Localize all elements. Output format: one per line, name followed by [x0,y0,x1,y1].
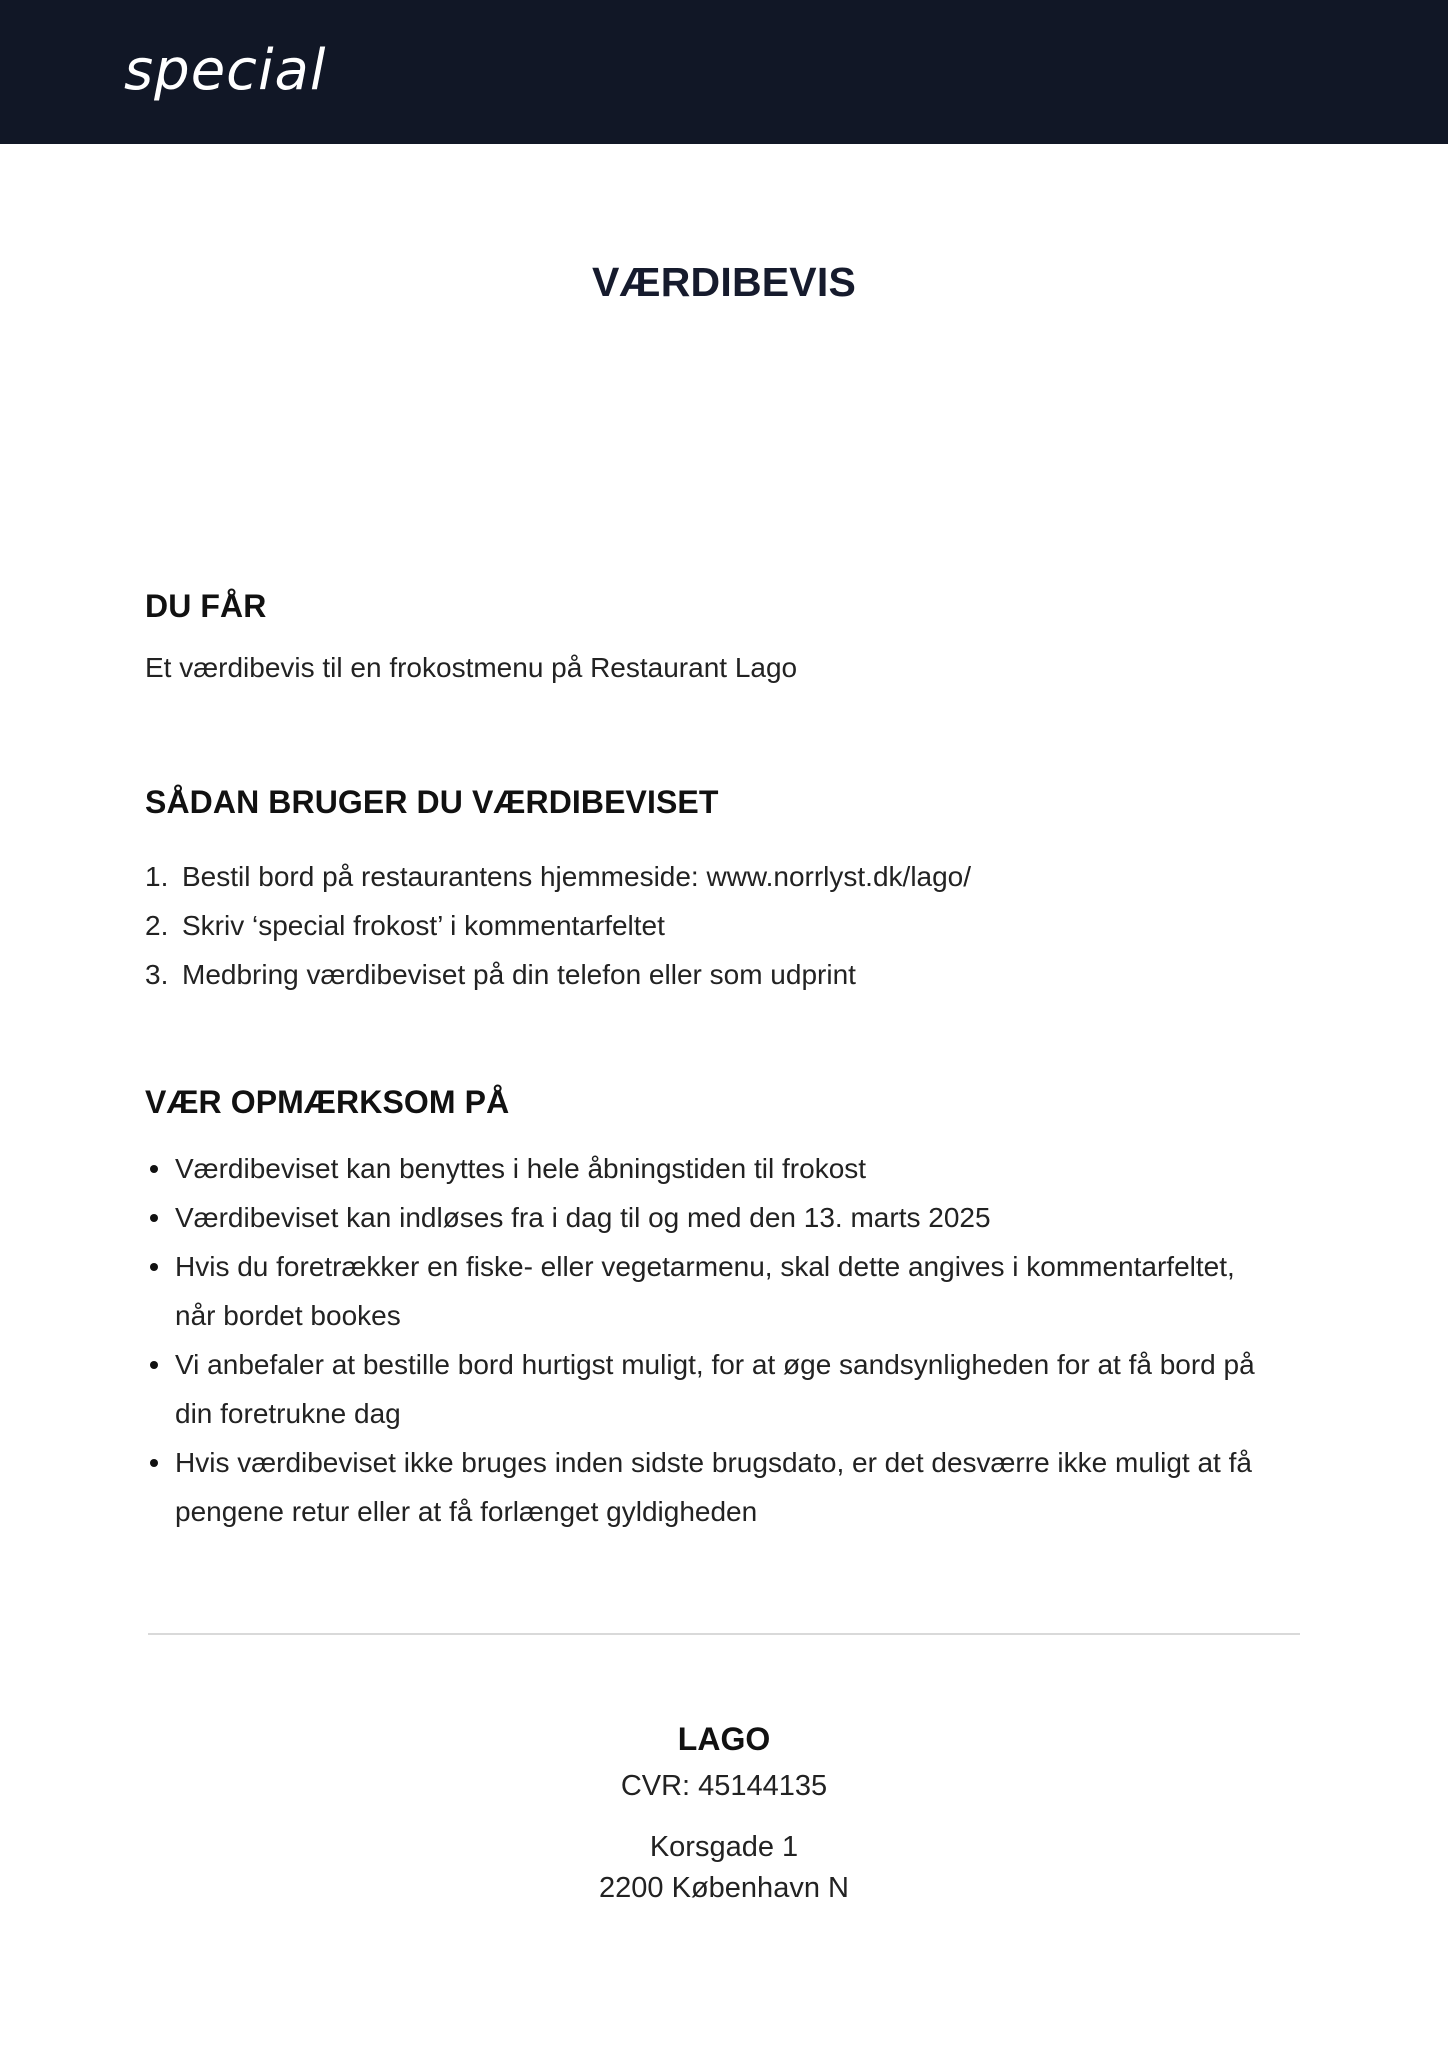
notes-list [145,1144,1265,1536]
restaurant-street-address: Korsgade 1 [649,1831,799,1863]
restaurant-city-address: 2200 København N [599,1872,849,1904]
notes-heading: VÆR OPMÆRKSOM PÅ [145,1084,510,1120]
note-item: Vi anbefaler at bestille bord hurtigst muligt, for at øge sandsynligheden for at få bord på din foretrukne dag [145,1340,1265,1438]
usage-step-text: Medbring værdibeviset på din telefon eller som udprint [182,959,856,990]
usage-step-number: 2. [145,910,169,941]
note-item: Værdibeviset kan benyttes i hele åbningstiden til frokost [145,1144,1265,1193]
usage-step [145,950,1285,999]
restaurant-cvr: CVR: 45144135 [620,1770,828,1802]
document-title: VÆRDIBEVIS [592,259,856,306]
usage-step [145,901,1285,950]
note-item: Værdibeviset kan indløses fra i dag til og med den 13. marts 2025 [145,1193,1265,1242]
usage-heading: SÅDAN BRUGER DU VÆRDIBEVISET [145,784,719,820]
note-item: Hvis værdibeviset ikke bruges inden sidste brugsdato, er det desværre ikke muligt at få pengene retur eller at få forlænget gyldigheden [145,1438,1265,1536]
special-logo: special [124,38,327,103]
usage-step [145,852,1285,901]
you-get-heading: DU FÅR [145,588,267,624]
restaurant-name: LAGO [677,1721,771,1757]
usage-step-number: 3. [145,959,169,990]
usage-step-number: 1. [145,861,169,892]
usage-steps-list [145,852,1285,999]
usage-step-text: Skriv ‘special frokost’ i kommentarfeltet [182,910,665,941]
footer-divider [148,1633,1300,1635]
top-header-bar [0,0,1448,144]
usage-step-text: Bestil bord på restaurantens hjemmeside: www.norrlyst.dk/lago/ [182,861,972,892]
note-item: Hvis du foretrækker en fiske- eller vegetarmenu, skal dette angives i kommentarfeltet, når bordet bookes [145,1242,1265,1340]
you-get-description: Et værdibevis til en frokostmenu på Restaurant Lago [145,652,798,683]
